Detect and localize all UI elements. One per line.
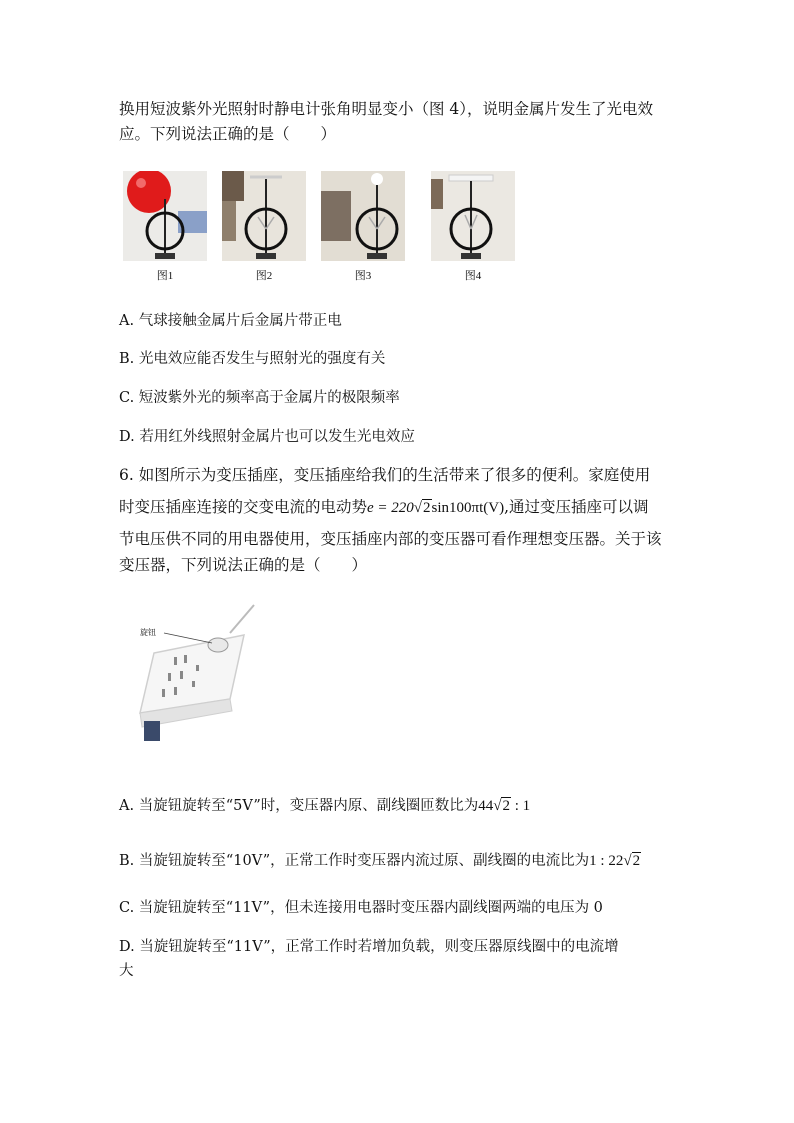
q6-option-a-text: A. 当旋钮旋转至“5V”时，变压器内原、副线圈匝数比为	[119, 798, 479, 814]
q6-line-3: 节电压供不同的用电器使用，变压插座内部的变压器可看作理想变压器。关于该	[119, 530, 662, 548]
figure-4-caption: 图4	[464, 270, 482, 282]
power-strip-image	[134, 603, 274, 747]
figure-3-caption: 图3	[354, 270, 372, 282]
q6-option-a	[119, 796, 530, 816]
q6-option-a-math-pre: 44	[478, 798, 494, 814]
knob-label: 旋钮	[140, 628, 156, 637]
q5-option-a: A. 气球接触金属片后金属片带正电	[119, 313, 342, 329]
q6-line-4: 变压器，下列说法正确的是（ ）	[119, 556, 368, 574]
q6-option-b-math-root: 2	[632, 853, 641, 869]
q5-option-b: B. 光电效应能否发生与照射光的强度有关	[119, 351, 386, 367]
figure-4-photo	[431, 171, 515, 261]
figure-2-photo	[222, 171, 306, 261]
q6-option-d-line-1: D. 当旋钮旋转至“11V”，正常工作时若增加负载，则变压器原线圈中的电流增	[119, 939, 619, 955]
intro-line-1: 换用短波紫外光照射时静电计张角明显变小（图 4），说明金属片发生了光电效	[119, 100, 654, 118]
q5-option-d: D. 若用红外线照射金属片也可以发生光电效应	[119, 429, 415, 445]
emf-rest: sin100πt(V)	[431, 500, 505, 516]
q6-option-a-math-post: : 1	[510, 798, 531, 814]
figure-1-photo	[123, 171, 207, 261]
q6-line-2-pre: 时变压插座连接的交变电流的电动势	[119, 498, 368, 516]
q6-option-b	[119, 851, 641, 871]
q6-line-2-post: ,通过变压插座可以调	[504, 498, 649, 516]
emf-formula: e = 220√2sin100πt(V)	[367, 500, 505, 516]
q6-line-1: 6. 如图所示为变压插座，变压插座给我们的生活带来了很多的便利。家庭使用	[119, 466, 651, 484]
q5-option-c: C. 短波紫外光的频率高于金属片的极限频率	[119, 390, 400, 406]
q6-option-b-text: B. 当旋钮旋转至“10V”，正常工作时变压器内流过原、副线圈的电流比为	[119, 853, 590, 869]
q6-option-c: C. 当旋钮旋转至“11V”，但未连接用电器时变压器内副线圈两端的电压为 0	[119, 900, 603, 916]
q6-option-d-line-2: 大	[119, 963, 134, 979]
q6-option-a-math-root: 2	[502, 798, 510, 814]
q6-option-b-math: 1 : 22√2	[589, 853, 641, 869]
figure-1-caption: 图1	[156, 270, 174, 282]
q6-line-2	[119, 497, 649, 518]
intro-line-2: 应。下列说法正确的是（ ）	[119, 125, 337, 143]
figure-2-caption: 图2	[255, 270, 273, 282]
q6-option-b-math-pre: 1 : 22	[589, 853, 624, 869]
emf-lhs: e = 220	[367, 500, 414, 516]
figure-3-photo	[321, 171, 405, 261]
q6-option-a-math: 44√2 : 1	[478, 798, 531, 814]
emf-root: 2	[423, 500, 431, 516]
